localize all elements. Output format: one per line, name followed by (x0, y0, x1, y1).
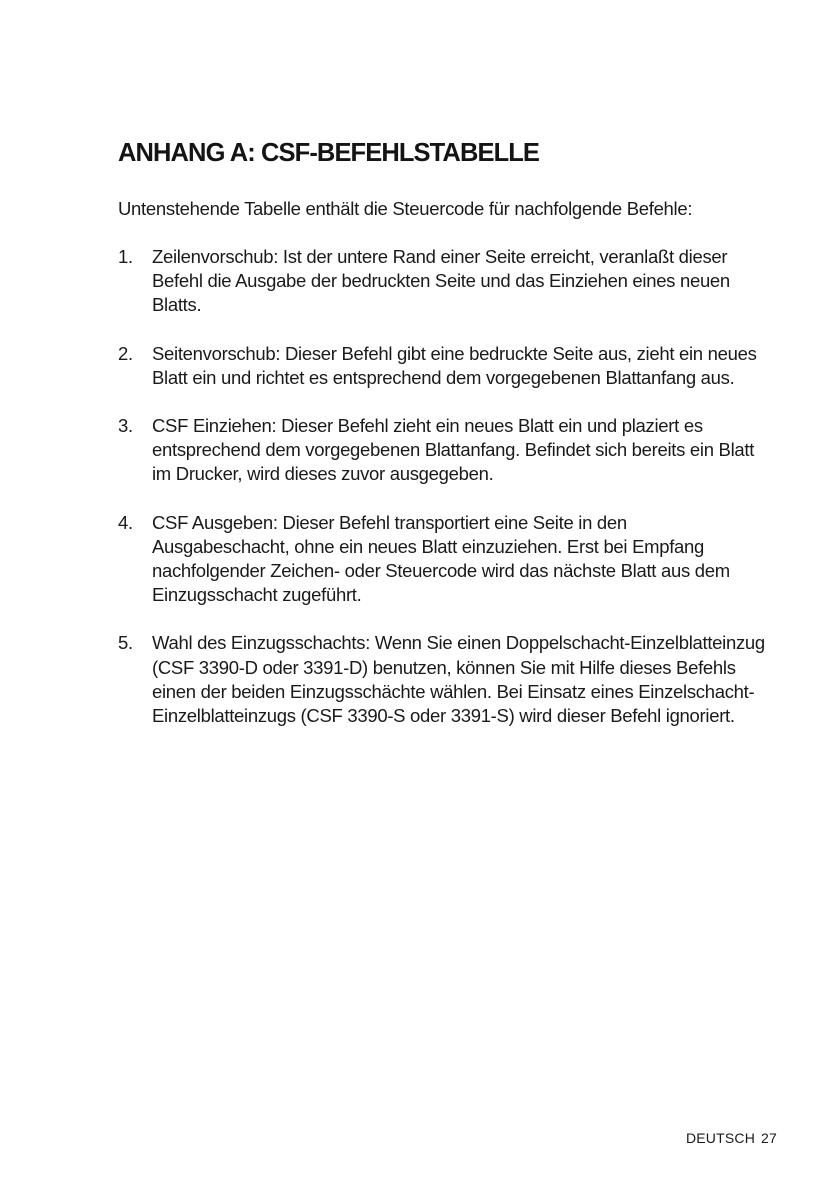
list-item-number: 1. (118, 246, 133, 267)
page-number: 27 (761, 1130, 777, 1146)
list-item-text: CSF Ausgeben: Dieser Befehl transportiert eine Seite in den Ausgabeschacht, ohne ein neues Blatt einzuziehen. Erst bei Empfang nachfolgender Zeichen- oder Steuercode wird das nächste Blatt aus dem Einzugsschacht zugeführt. (152, 511, 730, 606)
footer-language: DEUTSCH (685, 1130, 756, 1146)
list-item-number: 3. (118, 415, 133, 437)
list-item (118, 631, 768, 728)
list-item (118, 511, 768, 608)
command-list (118, 245, 768, 752)
list-item-number: 2. (118, 342, 133, 364)
list-item-text: CSF Einziehen: Dieser Befehl zieht ein neues Blatt ein und plaziert es entsprechend dem vorgegebenen Blattanfang. Befindet sich bereits ein Blatt im Drucker, wird dieses zuvor ausgegeben. (152, 415, 755, 485)
list-item-number: 5. (118, 632, 133, 654)
list-item-number: 4. (118, 511, 133, 533)
list-item-text: Zeilenvorschub: Ist der untere Rand einer Seite erreicht, veranlaßt dieser Befehl die Ausgabe der bedruckten Seite und das Einziehen eines neuen Blatts. (152, 246, 730, 316)
intro-paragraph: Untenstehende Tabelle enthält die Steuercode für nachfolgende Befehle: (118, 198, 693, 219)
list-item (118, 414, 768, 487)
list-item-text: Seitenvorschub: Dieser Befehl gibt eine bedruckte Seite aus, zieht ein neues Blatt ein und richtet es entsprechend dem vorgegebenen Blattanfang aus. (152, 342, 757, 388)
list-item-text: Wahl des Einzugsschachts: Wenn Sie einen Doppelschacht-Einzelblatteinzug (CSF 3390-D oder 3391-D) benutzen, können Sie mit Hilfe dieses Befehls einen der beiden Einzugsschächte wählen. Bei Einsatz eines Einzelschacht-Einzelblatteinzugs (CSF 3390-S oder 3391-S) wird dieser Befehl ignoriert. (152, 632, 765, 727)
list-item (118, 245, 768, 318)
page-title: ANHANG A: CSF-BEFEHLSTABELLE (118, 139, 540, 167)
list-item (118, 342, 768, 390)
page-footer (686, 1130, 777, 1146)
